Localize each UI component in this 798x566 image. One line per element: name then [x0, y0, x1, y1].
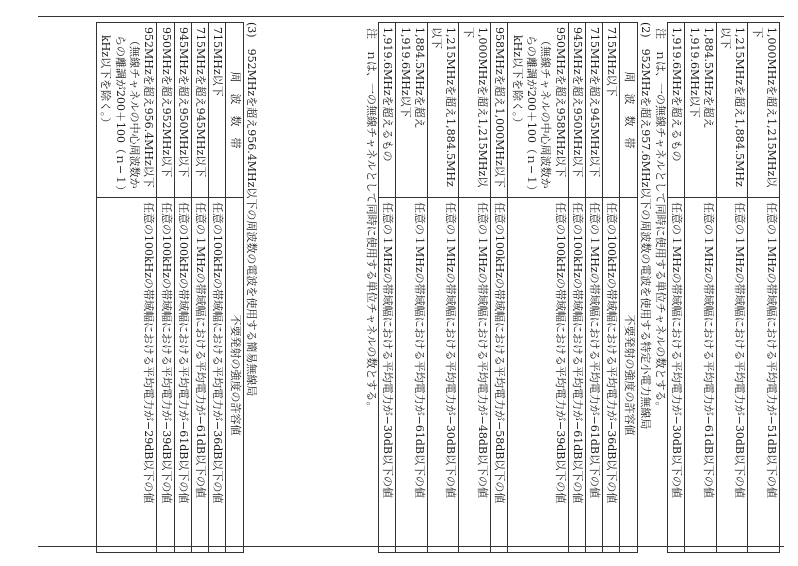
table-row: [209, 23, 226, 553]
limit-cell: 任意の100kHzの帯域幅における平均電力が−36dB以下の値: [603, 198, 620, 553]
freq-cell: 1,215MHzを超え1,884.5MHz以下: [427, 23, 459, 198]
freq-cell: 958MHzを超え1,000MHz以下: [491, 23, 508, 198]
limit-cell: 任意の１MHzの帯域幅における平均電力が−51dB以下の値: [748, 198, 780, 553]
limit-cell: 任意の１MHzの帯域幅における平均電力が−30dB以下の値: [667, 198, 684, 553]
table-row: [97, 23, 157, 553]
table-row: [157, 23, 174, 553]
limit-cell: 任意の100kHzの帯域幅における平均電力が−58dB以下の値: [491, 198, 508, 553]
table-row: [427, 23, 459, 553]
freq-main: 952MHzを超え956.4MHz以下: [142, 27, 156, 188]
table-row: [716, 23, 748, 553]
table-row: [191, 23, 208, 553]
section1-table: [667, 22, 780, 553]
limit-cell: 任意の１MHzの帯域幅における平均電力が−48dB以下の値: [459, 198, 491, 553]
header-freq: 周 波 数 帯: [620, 23, 637, 198]
freq-cell: [97, 23, 157, 198]
section2-note: 注 ｎは、一の無線チャネルとして同時に使用する単位チャネルの数とする。: [364, 28, 378, 413]
table-row: [585, 23, 602, 553]
section3-title: (3) 952MHzを超え956.4MHz以下の周波数の電波を使用する簡易無線局: [245, 22, 258, 397]
section1: [653, 22, 780, 534]
freq-cell: 1,215MHzを超え1,884.5MHz以下: [716, 23, 748, 198]
limit-cell: 任意の１MHzの帯域幅における平均電力が−30dB以下の値: [378, 198, 395, 553]
freq-cell: 945MHzを超え950MHz以下: [174, 23, 191, 198]
freq-cell: 1,000MHzを超え1,215MHz以下: [748, 23, 780, 198]
table-row: [174, 23, 191, 553]
freq-sub: （無線チャネルの中心周波数からの離調が200＋100（ｎ−１）kHz以下を除く。）: [510, 35, 553, 191]
limit-cell: 任意の１MHzの帯域幅における平均電力が−61dB以下の値: [191, 198, 208, 553]
section1-note: 注 ｎは、一の無線チャネルとして同時に使用する単位チャネルの数とする。: [653, 28, 667, 413]
rotated-content: [40, 22, 780, 534]
freq-cell: 715MHzを超え945MHz以下: [585, 23, 602, 198]
section2: [364, 22, 652, 534]
limit-cell: 任意の100kHzの帯域幅における平均電力が−61dB以下の値: [568, 198, 585, 553]
table-row: [396, 23, 428, 553]
header-limit: 不要発射の強度の許容値: [620, 198, 637, 553]
section2-table: [378, 22, 638, 553]
limit-cell: 任意の100kHzの帯域幅における平均電力が−36dB以下の値: [209, 198, 226, 553]
top-rule: [38, 16, 784, 17]
table-header-row: [620, 23, 637, 553]
table-row: [603, 23, 620, 553]
table-row: [459, 23, 491, 553]
freq-cell: 1,000MHzを超え1,215MHz以下: [459, 23, 491, 198]
freq-sub: （無線チャネルの中心周波数からの離調が200＋100（ｎ−１）kHz以下を除く。）: [99, 35, 141, 191]
limit-cell: 任意の１MHzの帯域幅における平均電力が−30dB以下の値: [427, 198, 459, 553]
table-row: [568, 23, 585, 553]
limit-cell: 任意の100kHzの帯域幅における平均電力が−29dB以下の値: [97, 198, 157, 553]
table-header-row: [226, 23, 243, 553]
freq-cell: 715MHz以下: [209, 23, 226, 198]
freq-cell: 1,884.5MHzを超え1,919.6MHz以下: [396, 23, 428, 198]
section3: [96, 22, 258, 534]
section2-title: (2) 952MHzを超え957.6MHz以下の周波数の電波を使用する特定小電力無線局: [639, 22, 652, 430]
freq-cell: 715MHz以下: [603, 23, 620, 198]
table-row: [508, 23, 568, 553]
freq-main: 950MHzを超え958MHz以下: [553, 27, 567, 178]
freq-cell: 1,919.6MHzを超えるもの: [378, 23, 395, 198]
table-row: [491, 23, 508, 553]
section3-table: [96, 22, 244, 553]
limit-cell: 任意の１MHzの帯域幅における平均電力が−30dB以下の値: [716, 198, 748, 553]
table-row: [667, 23, 684, 553]
table-row: [748, 23, 780, 553]
limit-cell: 任意の１MHzの帯域幅における平均電力が−61dB以下の値: [685, 198, 717, 553]
freq-cell: 1,884.5MHzを超え1,919.6MHz以下: [685, 23, 717, 198]
limit-cell: 任意の100kHzの帯域幅における平均電力が−61dB以下の値: [174, 198, 191, 553]
freq-cell: [508, 23, 568, 198]
header-limit: 不要発射の強度の許容値: [226, 198, 243, 553]
freq-cell: 1,919.6MHzを超えるもの: [667, 23, 684, 198]
freq-cell: 950MHzを超え952MHz以下: [157, 23, 174, 198]
limit-cell: 任意の100kHzの帯域幅における平均電力が−39dB以下の値: [508, 198, 568, 553]
table-row: [685, 23, 717, 553]
limit-cell: 任意の100kHzの帯域幅における平均電力が−39dB以下の値: [157, 198, 174, 553]
header-freq: 周 波 数 帯: [226, 23, 243, 198]
limit-cell: 任意の１MHzの帯域幅における平均電力が−61dB以下の値: [396, 198, 428, 553]
limit-cell: 任意の１MHzの帯域幅における平均電力が−61dB以下の値: [585, 198, 602, 553]
freq-cell: 945MHzを超え950MHz以下: [568, 23, 585, 198]
table-row: [378, 23, 395, 553]
freq-cell: 715MHzを超え945MHz以下: [191, 23, 208, 198]
